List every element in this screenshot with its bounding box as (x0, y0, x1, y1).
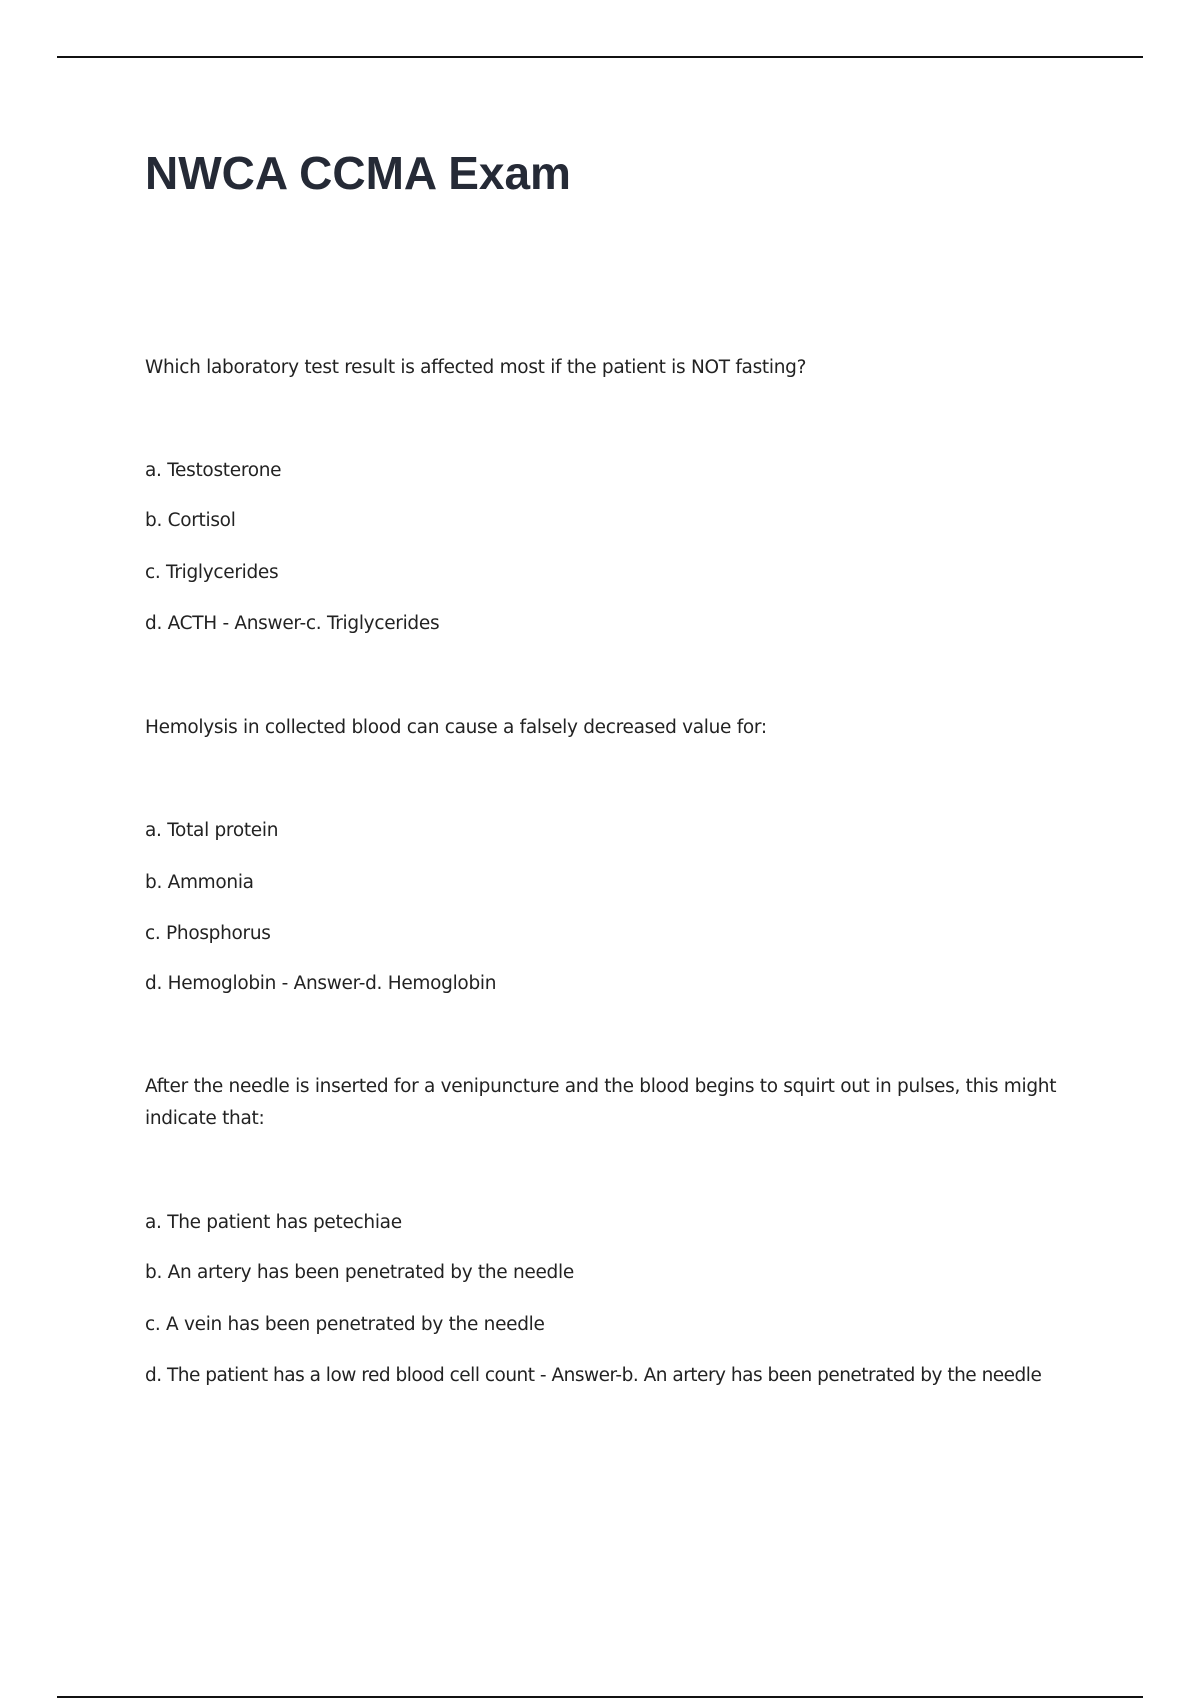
question-3-option-b: b. An artery has been penetrated by the needle (145, 1262, 574, 1283)
question-2-option-d: d. Hemoglobin - Answer-d. Hemoglobin (145, 973, 497, 994)
question-3-option-a: a. The patient has petechiae (145, 1212, 402, 1233)
question-2-prompt: Hemolysis in collected blood can cause a falsely decreased value for: (145, 717, 767, 738)
question-2-option-b: b. Ammonia (145, 872, 254, 893)
question-1-option-d: d. ACTH - Answer-c. Triglycerides (145, 613, 440, 634)
question-2-option-c: c. Phosphorus (145, 923, 271, 944)
page-title: NWCA CCMA Exam (145, 147, 571, 199)
question-1-prompt: Which laboratory test result is affected most if the patient is NOT fasting? (145, 357, 807, 378)
question-3-prompt: After the needle is inserted for a venipuncture and the blood begins to squirt out in pulses, this might indicate that: (145, 1076, 1057, 1129)
question-3-option-d: d. The patient has a low red blood cell count - Answer-b. An artery has been penetrated by the needle (145, 1365, 1042, 1386)
top-rule (57, 56, 1143, 58)
bottom-rule (57, 1696, 1143, 1698)
question-1-option-c: c. Triglycerides (145, 562, 279, 583)
question-3-option-c: c. A vein has been penetrated by the needle (145, 1314, 545, 1335)
question-2-option-a: a. Total protein (145, 820, 279, 841)
question-1-option-a: a. Testosterone (145, 460, 282, 481)
question-1-option-b: b. Cortisol (145, 510, 236, 531)
